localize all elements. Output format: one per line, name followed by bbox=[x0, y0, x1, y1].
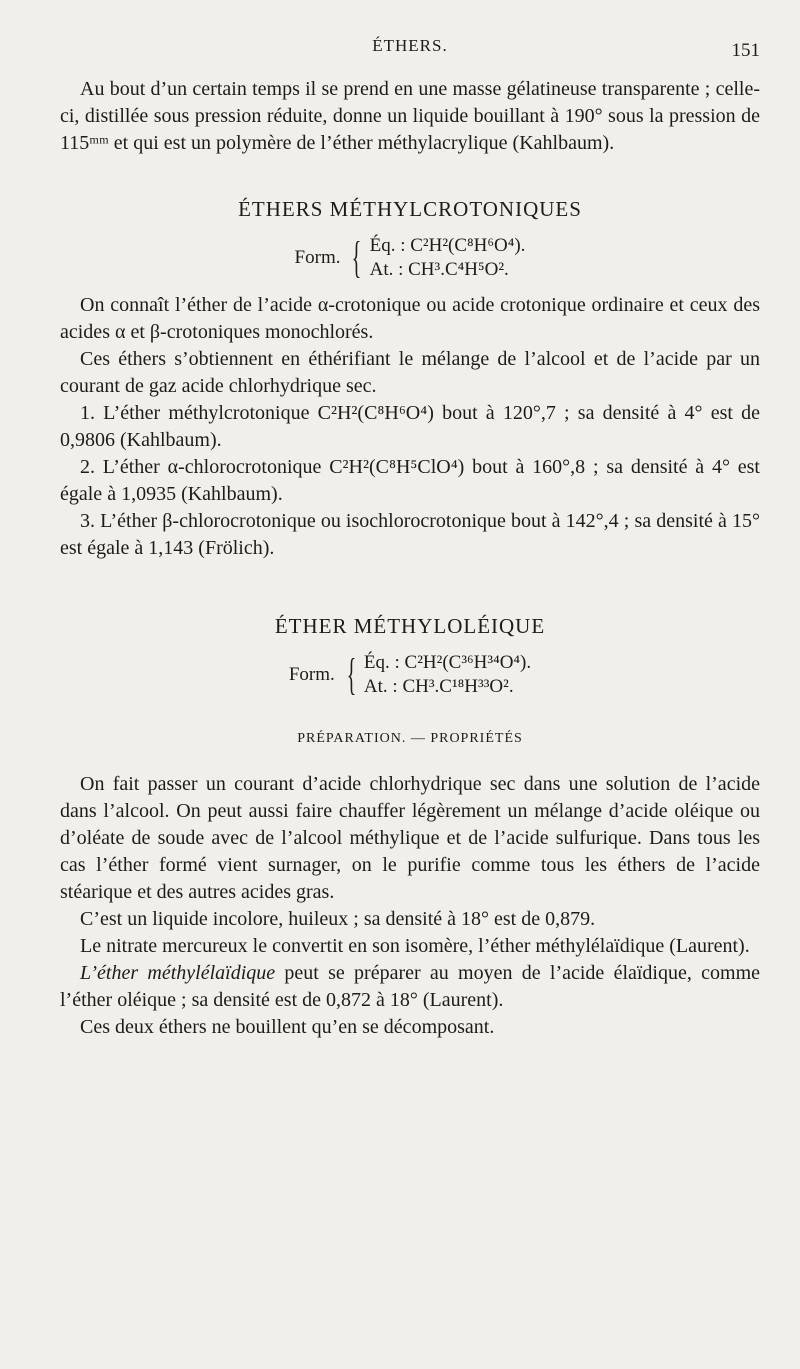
brace-icon: { bbox=[352, 233, 362, 282]
paragraph-item-2: 2. L’éther α-chlorocrotonique C²H²(C⁸H⁵ClO⁴) bout à 160°,8 ; sa densité à 4° est égale à 1,0935 (Kahlbaum). bbox=[60, 456, 760, 505]
formula-methyloleique bbox=[60, 651, 760, 699]
subsection-title-preparation: PRÉPARATION. — PROPRIÉTÉS bbox=[297, 731, 523, 746]
paragraph-decomposition: Ces deux éthers ne bouillent qu’en se décomposant. bbox=[80, 1016, 495, 1038]
paragraph-elaidique bbox=[60, 960, 760, 1014]
paragraph-methylacrylique-end: Au bout d’un certain temps il se prend en une masse gélatineuse transparente ; celle-ci, distillée sous pression réduite, donne un liquide bouillant à 190° sous la pression de 115ᵐᵐ et qui est un polymère de l’éther méthylacrylique (Kahlbaum). bbox=[60, 78, 760, 154]
paragraph-preparation: On fait passer un courant d’acide chlorhydrique sec dans une solution de l’acide dans l’alcool. On peut aussi faire chauffer légèrement un mélange d’acide oléique ou d’oléate de soude avec de l’alcool méthylique et de l’acide sulfurique. Dans tous les cas l’éther formé vient surnager, on le purifie comme tous les éthers de l’acide stéarique et des autres acides gras. bbox=[60, 773, 760, 903]
formula-lines bbox=[370, 234, 526, 282]
page-number: 151 bbox=[731, 40, 760, 61]
brace-icon: { bbox=[346, 650, 357, 699]
page-body bbox=[60, 76, 760, 1041]
formula-equivalent: Éq. : C²H²(C³⁶H³⁴O⁴). bbox=[363, 652, 532, 673]
section-title-methyloleique: ÉTHER MÉTHYLOLÉIQUE bbox=[274, 614, 546, 638]
paragraph-elaidique-text: peut se préparer au moyen de l’acide élaïdique, comme l’éther oléique ; sa densité est de 0,872 à 18° (Laurent). bbox=[60, 962, 760, 1011]
formula-lines bbox=[364, 651, 531, 699]
paragraph-item-1: 1. L’éther méthylcrotonique C²H²(C⁸H⁶O⁴) bout à 120°,7 ; sa densité à 4° est de 0,9806 (Kahlbaum). bbox=[60, 402, 760, 451]
page-header bbox=[60, 36, 760, 66]
section-title-methylcrotoniques: ÉTHERS MÉTHYLCROTONIQUES bbox=[238, 197, 582, 221]
paragraph-item-3: 3. L’éther β-chlorocrotonique ou isochlorocrotonique bout à 142°,4 ; sa densité à 15° est égale à 1,143 (Frölich). bbox=[60, 510, 760, 559]
paragraph-nitrate: Le nitrate mercureux le convertit en son isomère, l’éther méthylélaïdique (Laurent). bbox=[80, 935, 750, 957]
formula-methylcrotonique bbox=[60, 234, 760, 282]
paragraph-properties: C’est un liquide incolore, huileux ; sa densité à 18° est de 0,879. bbox=[80, 908, 596, 930]
formula-equivalent: Éq. : C²H²(C⁸H⁶O⁴). bbox=[369, 235, 526, 256]
formula-label: Form. bbox=[294, 247, 341, 268]
formula-atomic: At. : CH³.C¹⁸H³³O². bbox=[363, 676, 514, 697]
paragraph-preparation-method: Ces éthers s’obtiennent en éthérifiant le mélange de l’alcool et de l’acide par un courant de gaz acide chlorhydrique sec. bbox=[60, 348, 760, 397]
formula-atomic: At. : CH³.C⁴H⁵O². bbox=[369, 259, 509, 280]
running-head: ÉTHERS. bbox=[372, 36, 448, 55]
paragraph-known-ethers: On connaît l’éther de l’acide α-crotonique ou acide crotonique ordinaire et ceux des acides α et β-crotoniques monochlorés. bbox=[60, 294, 760, 343]
formula-label: Form. bbox=[288, 664, 335, 685]
emphasis-ether-methylelaidique: L’éther méthylélaïdique bbox=[80, 962, 276, 984]
